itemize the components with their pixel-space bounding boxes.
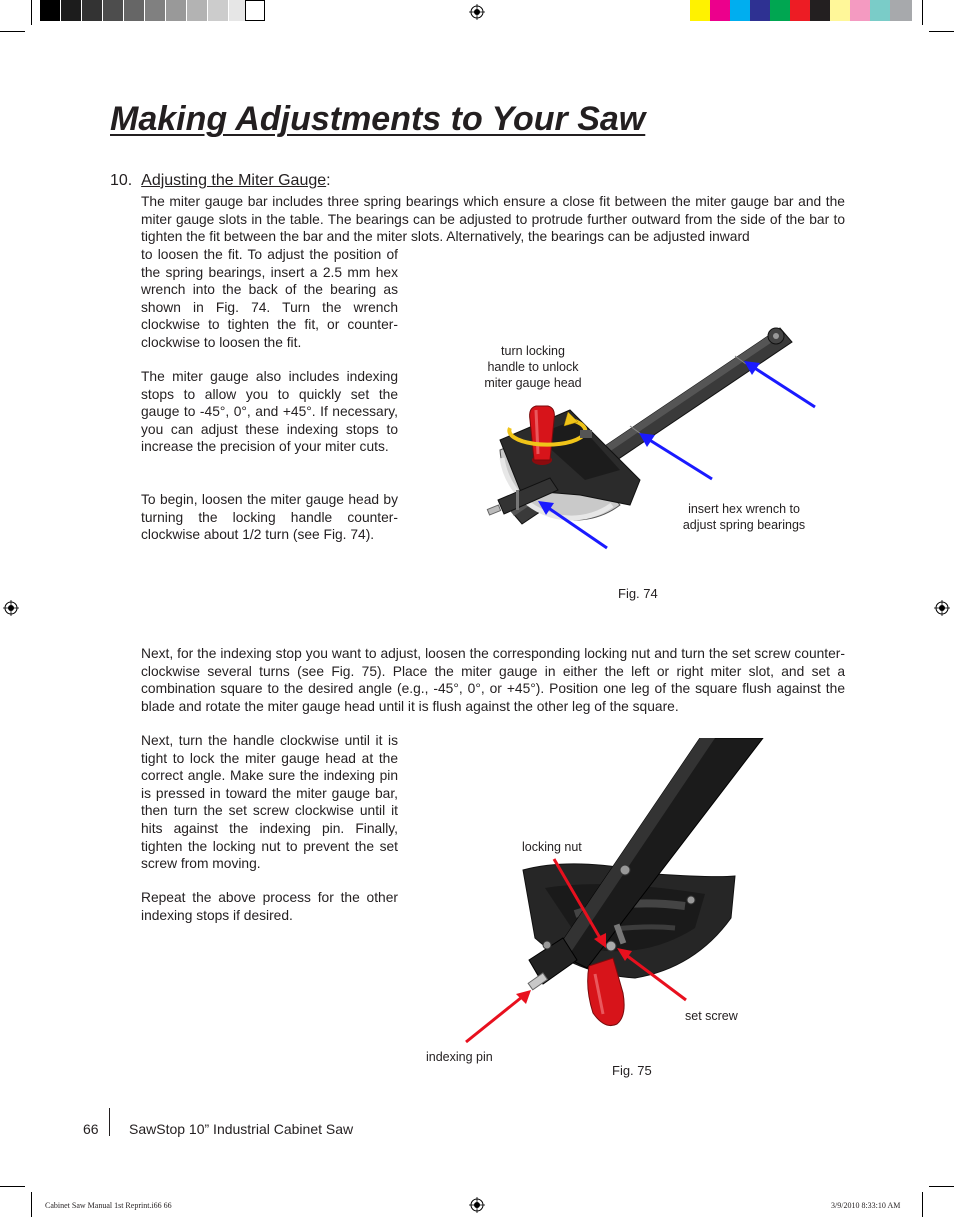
figure-75-label-set-screw: set screw xyxy=(685,1009,738,1023)
loosen-head-paragraph: To begin, loosen the miter gauge head by turning the locking handle counter-clockwise about 1/2 turn (see Fig. 74). xyxy=(141,492,398,543)
slug-timestamp: 3/9/2010 8:33:10 AM xyxy=(831,1201,901,1210)
handle-label-line-3: miter gauge head xyxy=(484,376,582,390)
figure-75-label-indexing-pin: indexing pin xyxy=(426,1050,493,1064)
figure-74-label-locking-handle xyxy=(478,343,588,391)
step-heading xyxy=(110,172,331,190)
intro-continued-paragraph: to loosen the fit. To adjust the position of the spring bearings, insert a 2.5 mm hex wrench into the back of the bearing as shown in Fig. 74. Turn the wrench clockwise to tighten the fit, or counter-clockwise to loosen the fit. xyxy=(141,247,398,350)
step-heading-colon: : xyxy=(326,172,331,189)
footer-product-name: SawStop 10” Industrial Cabinet Saw xyxy=(129,1121,354,1137)
step-heading-text: Adjusting the Miter Gauge xyxy=(141,172,327,189)
handle-label-line-1: turn locking xyxy=(501,344,565,358)
figure-75-caption: Fig. 75 xyxy=(612,1063,652,1078)
step-number: 10. xyxy=(110,172,133,189)
figure-75-callout-arrows xyxy=(460,855,710,1045)
handle-label-line-2: handle to unlock xyxy=(487,360,579,374)
adjust-stop-paragraph: Next, for the indexing stop you want to adjust, loosen the corresponding locking nut and turn the set screw counter-clockwise several turns (see Fig. 75). Place the miter gauge in either the left or right miter slot, and set a combination square to the desired angle (e.g., -45°, 0°, or +45°). Position one leg of the square flush against the blade and rotate the miter gauge head until it is flush against the other leg of the square. xyxy=(141,646,845,714)
lock-handle-paragraph: Next, turn the handle clockwise until it is tight to lock the miter gauge head at the correct angle. Make sure the indexing pin is pressed in toward the miter gauge bar, then turn the set screw clockwise until it hits against the indexing pin. Finally, tighten the locking nut to prevent the set screw from moving. xyxy=(141,733,398,872)
slug-file-name: Cabinet Saw Manual 1st Reprint.i66 66 xyxy=(45,1201,172,1210)
registration-mark-bottom xyxy=(469,1197,485,1213)
registration-mark-top xyxy=(469,4,485,20)
figure-74-caption: Fig. 74 xyxy=(618,586,658,601)
figure-74-label-hex-wrench xyxy=(676,501,812,533)
registration-mark-left xyxy=(3,600,19,616)
intro-paragraph: The miter gauge bar includes three spring bearings which ensure a close fit between the miter gauge bar and the miter gauge slots in the table. The bearings can be adjusted to protrude further outward from the side of the bar to tighten the fit between the bar and the miter slots. Alternatively, the bearings can be adjusted inward xyxy=(141,194,845,245)
repeat-paragraph: Repeat the above process for the other indexing stops if desired. xyxy=(141,890,398,923)
wrench-label-line-1: insert hex wrench to xyxy=(688,502,800,516)
footer-divider xyxy=(109,1108,110,1136)
wrench-label-line-2: adjust spring bearings xyxy=(682,518,806,532)
page-title: Making Adjustments to Your Saw xyxy=(110,100,646,138)
figure-75-label-locking-nut: locking nut xyxy=(522,840,582,854)
registration-mark-right xyxy=(934,600,950,616)
page-number: 66 xyxy=(83,1121,99,1137)
indexing-stops-paragraph: The miter gauge also includes indexing stops to allow you to quickly set the gauge to -45°, 0°, and +45°. If necessary, you can adjust these indexing stops to increase the precision of your miter cuts. xyxy=(141,369,398,455)
